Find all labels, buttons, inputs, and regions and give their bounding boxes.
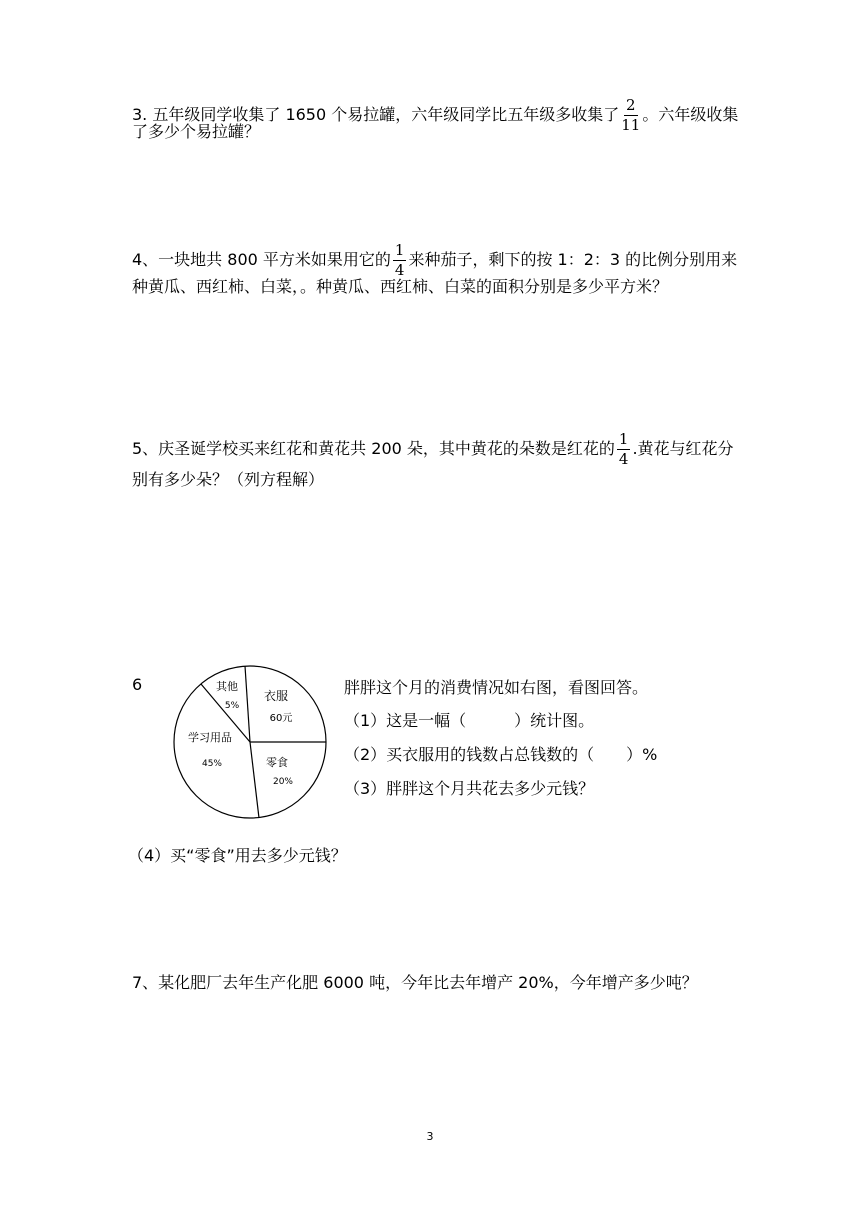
q3-frac-denominator: 11 [621,116,641,134]
pie-value-clothes: 60元 [269,713,293,724]
q5-frac-denominator: 4 [618,450,629,468]
page-number: 3 [426,1130,434,1143]
q6-intro: 胖胖这个月的消费情况如右图，看图回答。 [344,678,649,697]
q3-line2: 了多少个易拉罐？ [132,122,261,141]
q6-sub3: （3）胖胖这个月共花去多少元钱？ [344,779,595,798]
q4-line2: 种黄瓜、西红柿、白菜，。种黄瓜、西红柿、白菜的面积分别是多少平方米？ [132,277,669,296]
q6-sub2: （2）买衣服用的钱数占总钱数的（ ）% [344,745,658,764]
q4-frac-denominator: 4 [394,261,405,279]
q3-frac-numerator: 2 [626,96,636,114]
q3-fraction [621,98,640,133]
pie-label-study: 学习用品 [188,731,232,744]
pie-value-study: 45% [201,759,223,769]
q4-fraction [393,243,407,278]
q5-line1 [132,432,734,467]
q6-sub4: （4）买“零食”用去多少元钱？ [128,846,347,865]
q6-number: 6 [132,675,143,694]
q4-text-before: 4、一块地共 800 平方米如果用它的 [132,250,391,269]
q4-text-after: 来种茄子，剩下的按 1：2：3 的比例分别用来 [408,250,738,269]
q5-text-before: 5、庆圣诞学校买来红花和黄花共 200 朵，其中黄花的朵数是红花的 [132,439,615,458]
pie-value-snacks: 20% [272,777,294,787]
q5-frac-numerator: 1 [618,430,629,448]
q7-text: 7、某化肥厂去年生产化肥 6000 吨，今年比去年增产 20%，今年增产多少吨？ [132,973,698,992]
expense-pie-chart [170,663,334,825]
pie-label-snacks: 零食 [266,756,288,769]
pie-label-other: 其他 [216,680,238,693]
pie-label-clothes: 衣服 [263,689,289,703]
q5-text-after: .黄花与红花分 [632,439,734,458]
q6-sub1: （1）这是一幅（ ）统计图。 [344,711,595,730]
q4-line1 [132,243,737,278]
q5-line2: 别有多少朵？（列方程解） [132,470,325,489]
q5-fraction [617,432,631,467]
q4-frac-numerator: 1 [394,241,405,259]
q3-text-after: 。六年级收集 [642,105,739,124]
q3-text-before: 3. 五年级同学收集了 1650 个易拉罐，六年级同学比五年级多收集了 [132,105,620,124]
pie-value-other: 5% [224,701,240,711]
